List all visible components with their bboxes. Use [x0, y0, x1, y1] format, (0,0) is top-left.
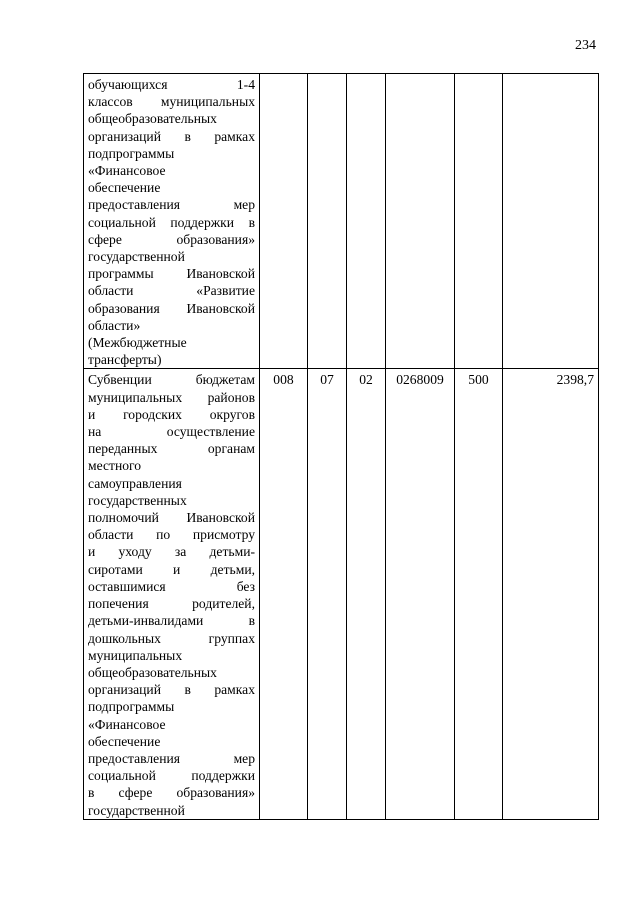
name-line: области» — [88, 317, 141, 333]
name-line: самоуправления — [88, 475, 182, 491]
name-line: муниципальных районов — [88, 389, 255, 405]
subsection-cell — [347, 74, 386, 369]
table-row — [84, 369, 599, 819]
section-cell — [308, 74, 347, 369]
section-cell: 07 — [308, 369, 347, 819]
name-line: в сфере образования» — [88, 785, 255, 801]
name-line: организаций в рамках — [88, 682, 255, 698]
name-line: социальной поддержки — [88, 768, 255, 784]
name-line: области «Развитие — [88, 283, 255, 299]
name-line: предоставления мер — [88, 750, 255, 766]
budget-table — [83, 73, 599, 820]
name-line: государственной — [88, 249, 185, 265]
name-line: дошкольных группах — [88, 630, 255, 646]
name-line: образования Ивановской — [88, 300, 255, 316]
name-line: классов муниципальных — [88, 94, 255, 110]
target-article-cell — [386, 74, 455, 369]
name-line: переданных органам — [88, 441, 255, 457]
name-line: (Межбюджетные — [88, 335, 187, 351]
name-line: обеспечение — [88, 733, 161, 749]
expense-type-cell — [455, 74, 503, 369]
name-line: полномочий Ивановской — [88, 510, 255, 526]
name-line: социальной поддержки в — [88, 214, 255, 230]
name-line: подпрограммы — [88, 699, 175, 715]
name-line: «Финансовое — [88, 163, 166, 179]
name-line: области по присмотру — [88, 527, 255, 543]
name-line: и городских округов — [88, 406, 255, 422]
expense-type-cell: 500 — [455, 369, 503, 819]
name-line: на осуществление — [88, 424, 255, 440]
name-line: государственных — [88, 492, 187, 508]
name-line: сиротами и детьми, — [88, 561, 255, 577]
row-name-cell — [84, 369, 260, 819]
name-line: общеобразовательных — [88, 111, 217, 127]
name-line: организаций в рамках — [88, 128, 255, 144]
name-line: подпрограммы — [88, 145, 175, 161]
name-line: обучающихся 1-4 — [88, 77, 255, 92]
name-line: обеспечение — [88, 180, 161, 196]
amount-cell: 2398,7 — [503, 369, 599, 819]
name-line: программы Ивановской — [88, 266, 255, 282]
amount-cell — [503, 74, 599, 369]
grbs-cell — [260, 74, 308, 369]
name-line: сфере образования» — [88, 231, 255, 247]
name-line: Субвенции бюджетам — [88, 372, 255, 388]
name-line: муниципальных — [88, 647, 183, 663]
table-row — [84, 74, 599, 369]
name-line: предоставления мер — [88, 197, 255, 213]
name-line: и уходу за детьми- — [88, 544, 255, 560]
subsection-cell: 02 — [347, 369, 386, 819]
name-line: «Финансовое — [88, 716, 166, 732]
target-article-cell: 0268009 — [386, 369, 455, 819]
row-name-cell — [84, 74, 260, 369]
name-line: местного — [88, 458, 142, 474]
name-line: общеобразовательных — [88, 664, 217, 680]
name-line: детьми-инвалидами в — [88, 613, 255, 629]
page-number: 234 — [575, 38, 596, 53]
name-line: оставшимися без — [88, 578, 255, 594]
name-line: трансферты) — [88, 352, 162, 368]
grbs-cell: 008 — [260, 369, 308, 819]
name-line: попечения родителей, — [88, 596, 255, 612]
name-line: государственной — [88, 802, 185, 818]
